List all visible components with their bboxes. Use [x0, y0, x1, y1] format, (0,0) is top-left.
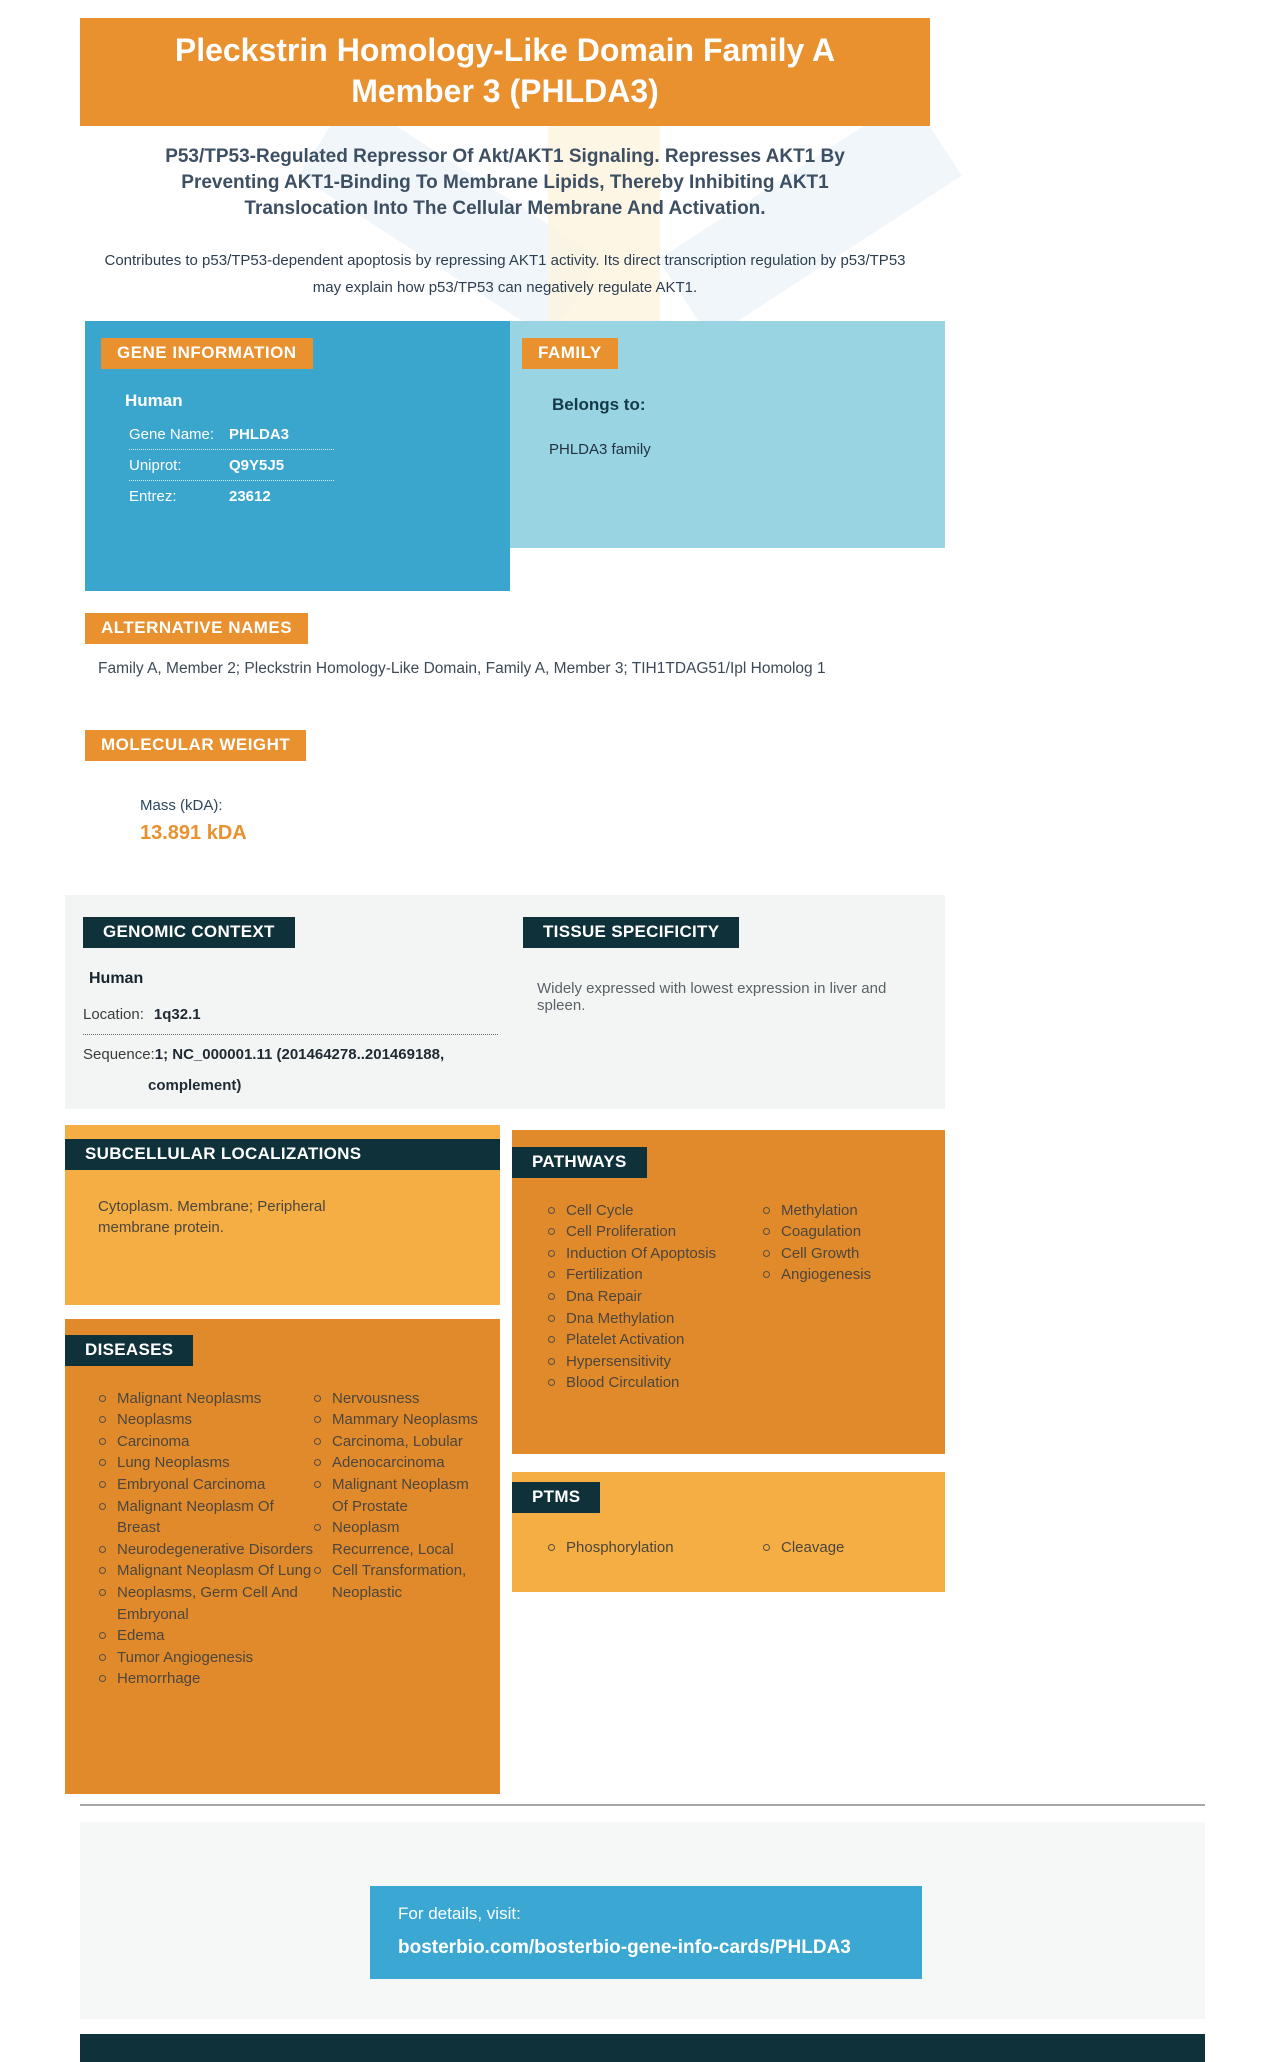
list-item: Malignant Neoplasm Of Lung [98, 1560, 313, 1582]
list-item: Neoplasms [98, 1409, 313, 1431]
list-item: Cell Cycle [547, 1200, 762, 1222]
genomic-tissue-panel [65, 895, 945, 1109]
location-row [83, 1006, 498, 1035]
entrez-label: Entrez: [129, 487, 177, 505]
family-value: PHLDA3 family [549, 440, 651, 458]
pathways-list-column1 [547, 1200, 762, 1394]
ptms-list-column1 [547, 1537, 762, 1559]
details-url-link[interactable]: bosterbio.com/bosterbio-gene-info-cards/PHLDA3 [398, 1936, 851, 1958]
diseases-list-column1 [98, 1388, 313, 1690]
ptms-box [512, 1472, 945, 1592]
page-title: Pleckstrin Homology-Like Domain Family A Member 3 (PHLDA3) [174, 32, 836, 109]
tissue-specificity-text: Widely expressed with lowest expression in liver and spleen. [537, 979, 887, 1014]
visit-label: For details, visit: [398, 1903, 521, 1923]
list-item: Dna Methylation [547, 1308, 762, 1330]
tissue-specificity-box [523, 917, 945, 1109]
list-item: Embryonal Carcinoma [98, 1474, 313, 1496]
list-item: Malignant Neoplasm Of Prostate [313, 1474, 483, 1517]
list-item: Nervousness [313, 1388, 483, 1410]
mass-block [140, 797, 1288, 845]
species-label: Human [125, 390, 183, 410]
uniprot-label: Uniprot: [129, 456, 182, 474]
table-row [129, 419, 334, 450]
list-item: Cell Growth [762, 1243, 922, 1265]
list-item: Coagulation [762, 1221, 922, 1243]
belongs-to-label: Belongs to: [552, 394, 646, 414]
list-item: Cleavage [762, 1537, 922, 1559]
left-column [65, 1125, 500, 1794]
list-item: Phosphorylation [547, 1537, 762, 1559]
list-item: Dna Repair [547, 1286, 762, 1308]
genomic-context-heading: GENOMIC CONTEXT [83, 917, 295, 948]
localization-pathways-row [65, 1125, 945, 1794]
title-banner [80, 18, 930, 126]
molecular-weight-heading: MOLECULAR WEIGHT [85, 730, 306, 761]
list-item: Cell Transformation, Neoplastic [313, 1560, 483, 1603]
alternative-names-heading: ALTERNATIVE NAMES [85, 613, 308, 644]
gene-summary-headline: P53/TP53-Regulated Repressor Of Akt/AKT1 Signaling. Represses AKT1 By Preventing AKT1-Binding To Membrane Lipids, Thereby Inhibiting AKT1 Translocation Into The Cellular Membrane And Activation. [165, 145, 845, 220]
subcellular-localizations-text: Cytoplasm. Membrane; Peripheral membrane protein. [98, 1197, 326, 1237]
diseases-box [65, 1319, 500, 1794]
list-item: Hemorrhage [98, 1668, 313, 1690]
mass-value: 13.891 kDA [140, 821, 247, 844]
pathways-list-column2 [762, 1200, 922, 1394]
diseases-list-column2 [313, 1388, 483, 1690]
subcellular-localizations-heading: SUBCELLULAR LOCALIZATIONS [65, 1139, 500, 1170]
species-label: Human [89, 969, 144, 987]
list-item: Cell Proliferation [547, 1221, 762, 1243]
pathways-heading: PATHWAYS [512, 1147, 647, 1178]
list-item: Edema [98, 1625, 313, 1647]
ptms-lists [512, 1537, 945, 1559]
list-item: Hypersensitivity [547, 1351, 762, 1373]
gene-information-heading: GENE INFORMATION [101, 338, 313, 369]
pathways-box [512, 1130, 945, 1454]
family-heading: FAMILY [522, 338, 618, 369]
gene-info-table [129, 419, 334, 511]
list-item: Angiogenesis [762, 1264, 922, 1286]
sequence-label: Sequence: [83, 1045, 155, 1063]
location-value: 1q32.1 [153, 1005, 201, 1023]
sequence-value-continued: complement) [148, 1076, 242, 1094]
footer-divider-line [80, 1804, 1205, 1806]
details-callout-box [370, 1886, 922, 1979]
ptms-heading: PTMS [512, 1482, 600, 1513]
diseases-lists [65, 1388, 500, 1690]
table-row [129, 481, 334, 511]
list-item: Fertilization [547, 1264, 762, 1286]
list-item: Mammary Neoplasms [313, 1409, 483, 1431]
list-item: Neoplasms, Germ Cell And Embryonal [98, 1582, 313, 1625]
tissue-specificity-heading: TISSUE SPECIFICITY [523, 917, 739, 948]
sequence-value: 1; NC_000001.11 (201464278..201469188, [154, 1045, 445, 1063]
list-item: Adenocarcinoma [313, 1452, 483, 1474]
genomic-context-box [65, 917, 523, 1109]
ptms-list-column2 [762, 1537, 922, 1559]
list-item: Blood Circulation [547, 1372, 762, 1394]
gene-description: Contributes to p53/TP53-dependent apoptosis by repressing AKT1 activity. Its direct transcription regulation by p53/TP53 may explain how p53/TP53 can negatively regulate AKT1. [104, 251, 906, 296]
list-item: Tumor Angiogenesis [98, 1647, 313, 1669]
alternative-names-section [85, 613, 1288, 644]
list-item: Carcinoma, Lobular [313, 1431, 483, 1453]
bottom-accent-bar [80, 2034, 1205, 2062]
table-row [129, 450, 334, 481]
gene-name-label: Gene Name: [129, 425, 215, 443]
list-item: Malignant Neoplasms [98, 1388, 313, 1410]
uniprot-value: Q9Y5J5 [229, 456, 285, 474]
entrez-value: 23612 [229, 487, 271, 505]
list-item: Methylation [762, 1200, 922, 1222]
list-item: Carcinoma [98, 1431, 313, 1453]
mass-label: Mass (kDA): [140, 796, 223, 814]
location-label: Location: [83, 1005, 144, 1023]
list-item: Induction Of Apoptosis [547, 1243, 762, 1265]
alternative-names-text: Family A, Member 2; Pleckstrin Homology-Like Domain, Family A, Member 3; TIH1TDAG51/Ipl Homolog 1 [98, 659, 826, 677]
list-item: Malignant Neoplasm Of Breast [98, 1496, 313, 1539]
molecular-weight-section [85, 730, 1288, 761]
pathways-lists [512, 1200, 945, 1394]
subcellular-localizations-box [65, 1125, 500, 1305]
family-box [510, 321, 945, 548]
gene-name-value: PHLDA3 [229, 425, 290, 443]
list-item: Neoplasm Recurrence, Local [313, 1517, 483, 1560]
diseases-heading: DISEASES [65, 1335, 193, 1366]
list-item: Platelet Activation [547, 1329, 762, 1351]
right-column [512, 1125, 945, 1592]
sequence-row [83, 1046, 523, 1063]
list-item: Neurodegenerative Disorders [98, 1539, 313, 1561]
gene-and-family-row [85, 321, 945, 591]
footer [80, 1822, 1205, 2019]
gene-information-box [85, 321, 510, 591]
list-item: Lung Neoplasms [98, 1452, 313, 1474]
